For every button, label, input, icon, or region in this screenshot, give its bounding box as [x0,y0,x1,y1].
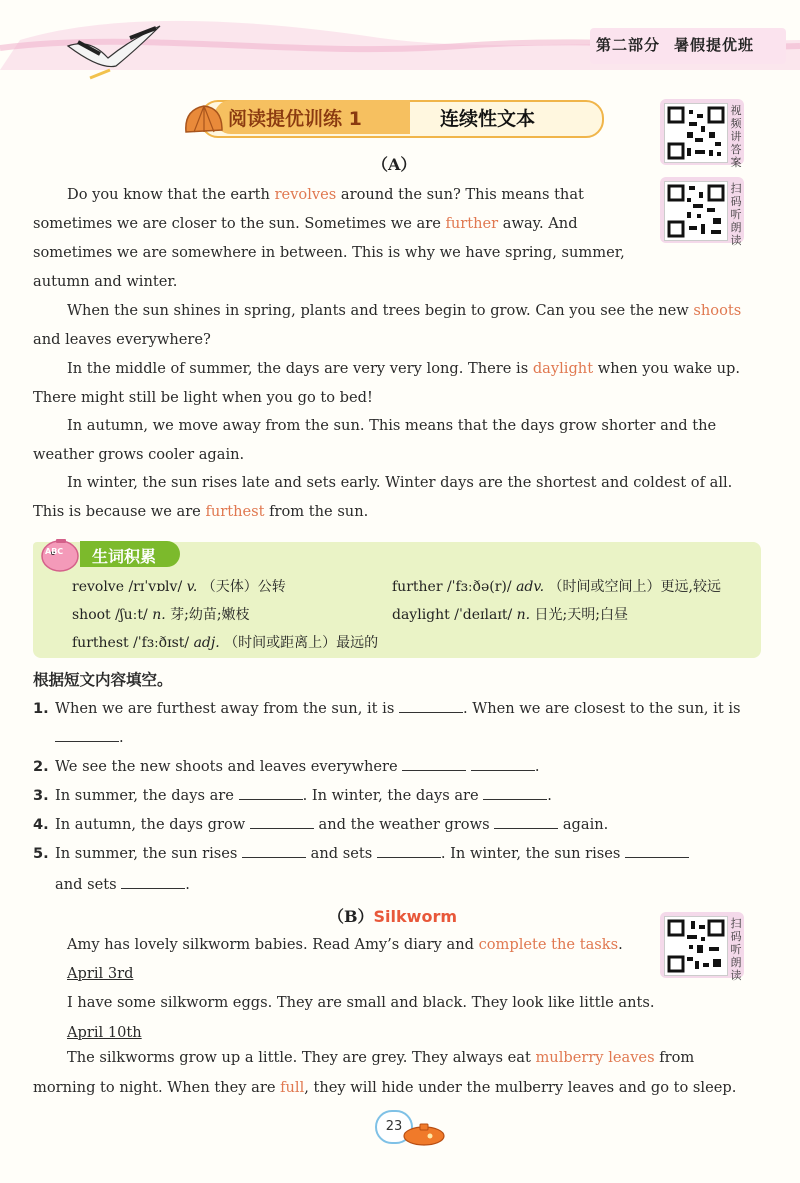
qr-code-icon[interactable] [664,916,728,976]
questions-heading: 根据短文内容填空。 [33,671,173,689]
seagull-icon [60,18,170,88]
diary-date-2: April 10th [67,1024,142,1041]
submarine-icon [400,1118,446,1148]
answer-blank[interactable] [402,758,466,771]
vocab-badge: ABC [45,547,64,556]
shell-icon [182,102,226,136]
header-label [596,34,754,55]
title-main: 阅读提优训练 1 [228,108,362,130]
answer-blank[interactable] [239,787,303,800]
paragraph-1: Do you know that the earth revolves around the sun? This means that sometimes we are closer to the sun. Sometimes we are further away. And sometimes we are somewhere in between. This is why we have spring, summer, autumn and winter. [33,186,625,290]
qr-caption-1: 视频讲答案 [730,104,742,169]
qr-code-icon[interactable] [664,103,728,163]
answer-blank[interactable] [121,876,185,889]
diary-date-1: April 3rd [67,965,134,982]
paragraph-5: In winter, the sun rises late and sets early. Winter days are the shortest and coldest of all. This is because we are furthest from the sun. [33,474,733,520]
question-1-cont: . [55,729,771,746]
vocab-highlight: further [445,215,499,232]
vocab-entry: further /ˈfɜːðə(r)/ adv. （时间或空间上）更远,较远 [392,579,721,595]
vocab-tag-label: 生词积累 [92,547,157,566]
vocab-entry: furthest /ˈfɜːðɪst/ adj. （时间或距离上）最远的 [72,635,379,651]
title-sub: 连续性文本 [440,108,536,130]
diary-entry-2: The silkworms grow up a little. They are grey. They always eat mulberry leaves from morning to night. When they are full, they will hide under the mulberry leaves and go to sleep. [33,1049,737,1096]
section-a-label: （A） [372,155,417,174]
question-5: 5. In summer, the sun rises and sets . In winter, the sun rises [33,845,749,862]
question-2: 2. We see the new shoots and leaves everywhere . [33,758,540,775]
section-b-title: Silkworm [373,907,457,926]
answer-blank[interactable] [377,845,441,858]
qr-caption-2: 扫码听朗读 [730,182,742,247]
header-course: 暑假提优班 [674,36,755,54]
vocab-entry: daylight /ˈdeɪlaɪt/ n. 日光;天明;白昼 [392,607,628,623]
answer-blank[interactable] [55,729,119,742]
paragraph-3: In the middle of summer, the days are very very long. There is daylight when you wake up. There might still be light when you go to bed! [33,360,741,406]
answer-blank[interactable] [242,845,306,858]
vocab-highlight: revolves [274,186,337,203]
paragraph-4: In autumn, we move away from the sun. This means that the days grow shorter and the weather grows cooler again. [33,417,717,463]
answer-blank[interactable] [483,787,547,800]
answer-blank[interactable] [250,816,314,829]
paragraph-2: When the sun shines in spring, plants and trees begin to grow. Can you see the new shoots and leaves everywhere? [33,302,742,348]
answer-blank[interactable] [494,816,558,829]
vocab-highlight: shoots [693,302,742,319]
question-5-cont: and sets . [55,876,190,893]
diary-entry-1: I have some silkworm eggs. They are small and black. They look like little ants. [67,994,655,1011]
vocab-highlight: furthest [205,503,265,520]
question-1: 1. When we are furthest away from the sun, it is . When we are closest to the sun, it is [33,700,741,717]
answer-blank[interactable] [471,758,535,771]
header-part: 第二部分 [596,36,661,54]
vocab-entry: revolve /rɪˈvɒlv/ v. （天体）公转 [72,579,286,595]
answer-blank[interactable] [625,845,689,858]
section-b-heading: （B）Silkworm [328,907,457,926]
question-3: 3. In summer, the days are . In winter, the days are . [33,787,552,804]
section-b-intro: Amy has lovely silkworm babies. Read Amy’s diary and complete the tasks. [67,936,623,953]
answer-blank[interactable] [399,700,463,713]
vocab-highlight: daylight [532,360,594,377]
qr-code-icon[interactable] [664,181,728,241]
page-number: 23 [375,1110,413,1144]
qr-caption-3: 扫码听朗读 [730,917,742,982]
vocab-entry: shoot /ʃuːt/ n. 芽;幼苗;嫩枝 [72,607,250,623]
question-4: 4. In autumn, the days grow and the weather grows again. [33,816,609,833]
